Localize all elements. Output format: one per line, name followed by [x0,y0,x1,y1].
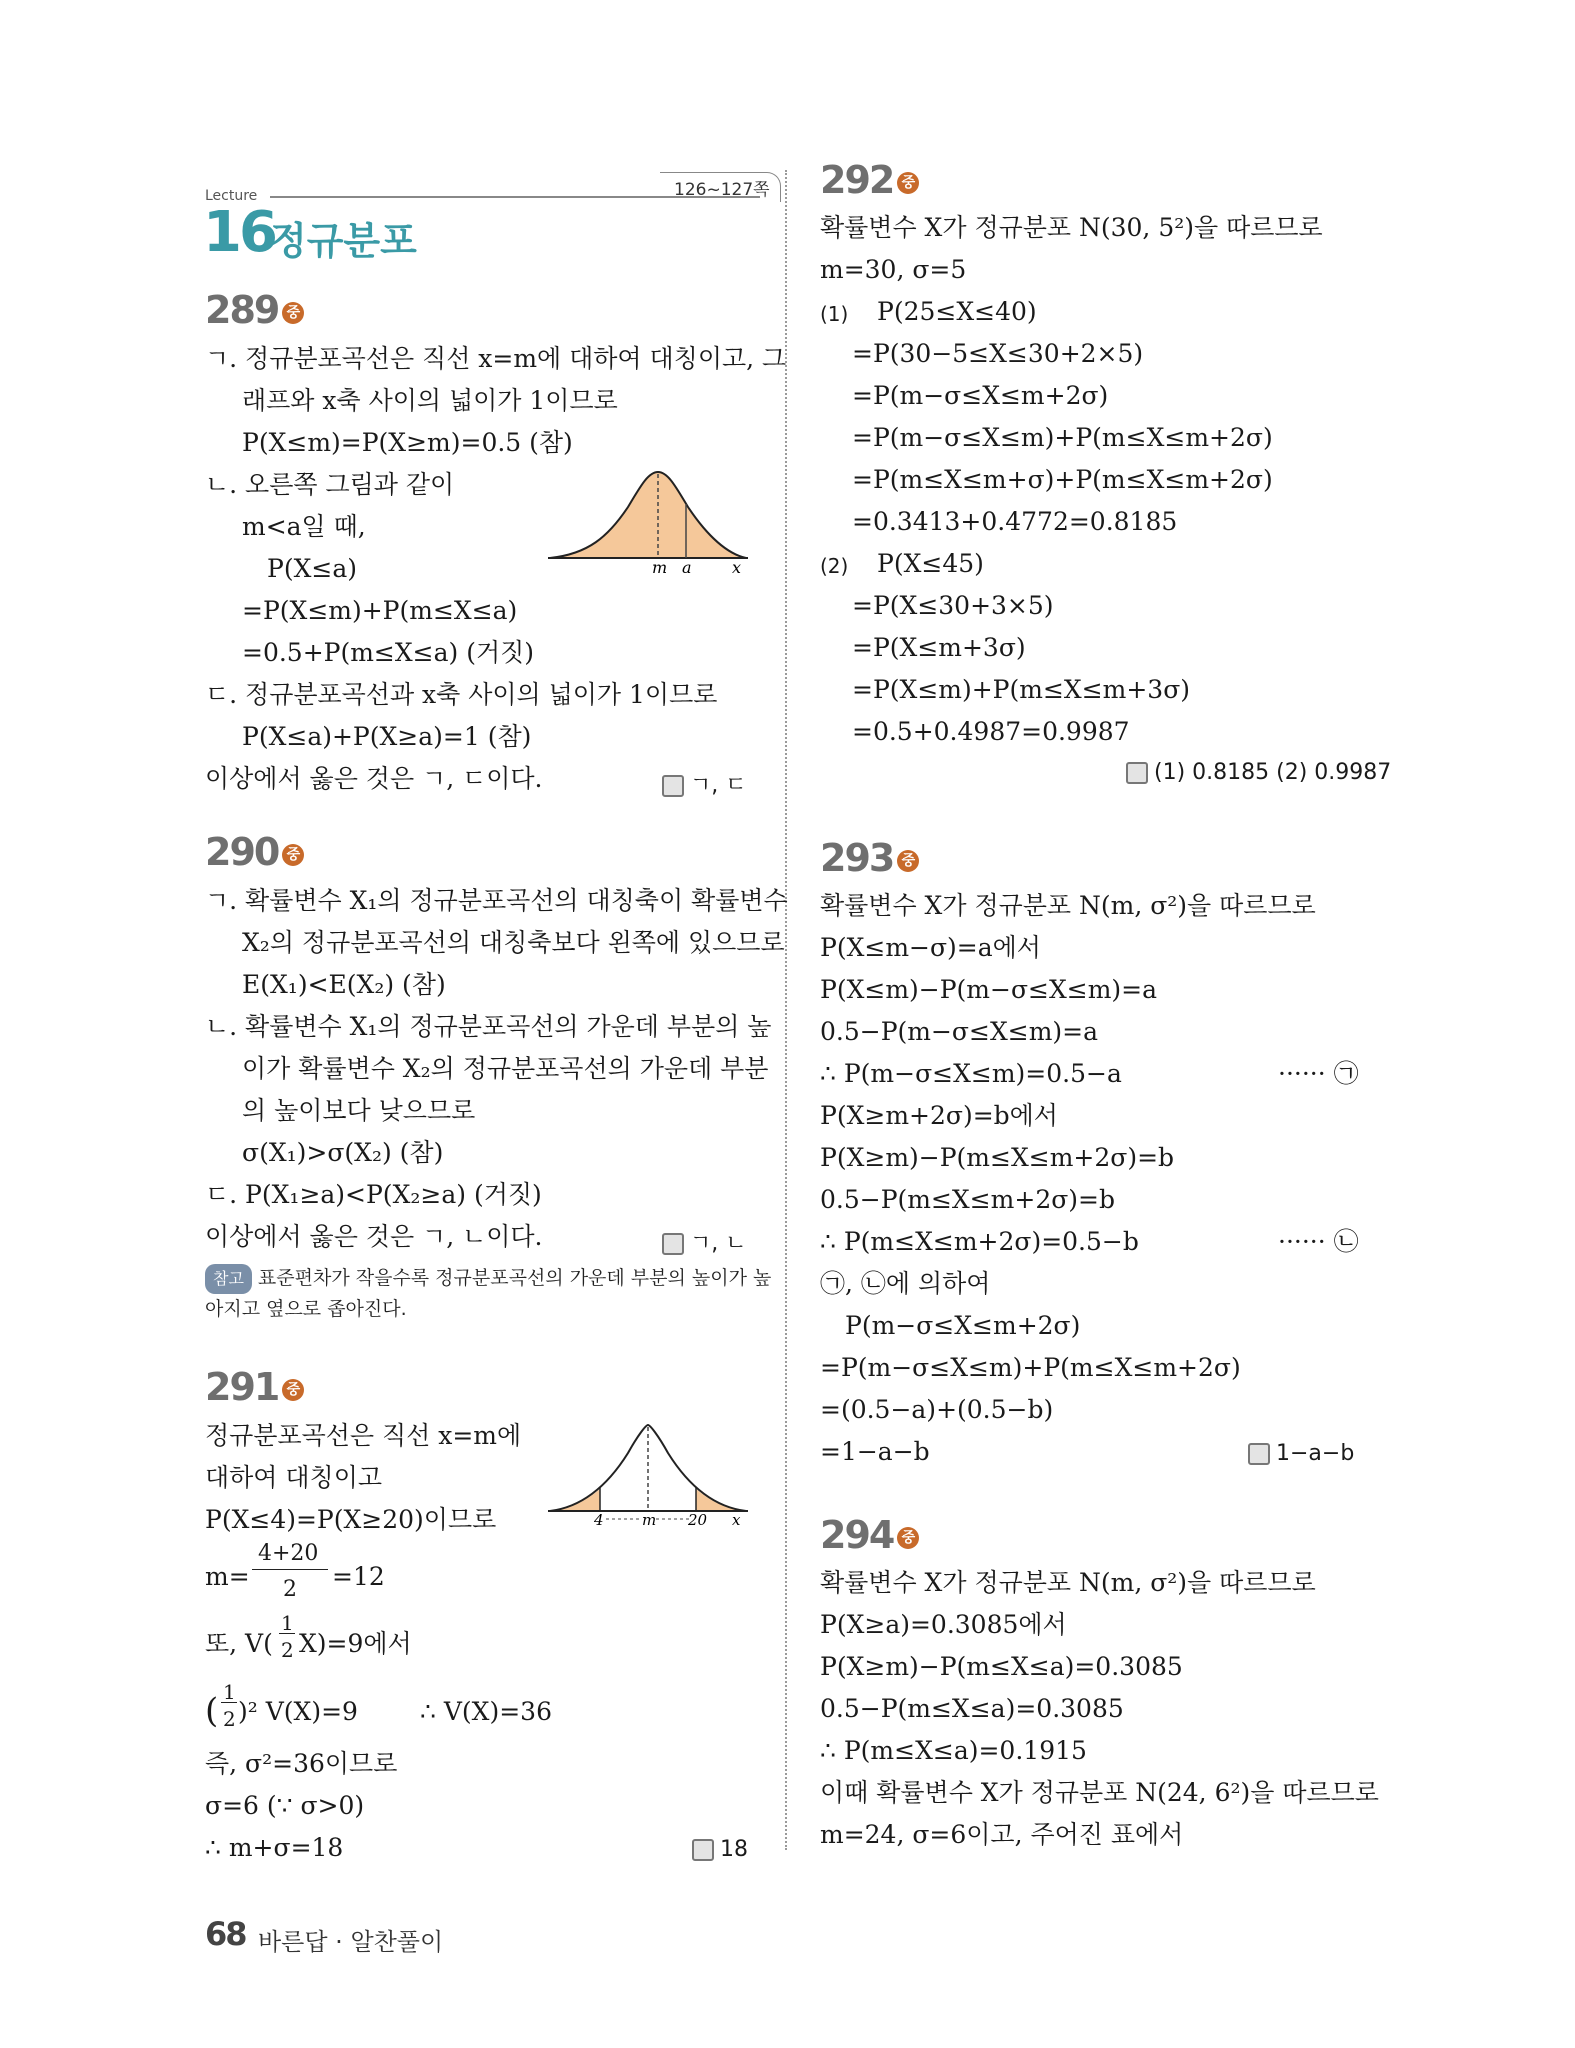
text-line: =P(30−5≤X≤30+2×5) [852,339,1144,368]
difficulty-badge: 중 [897,850,919,872]
text-line: ㄱ. 정규분포곡선은 직선 x=m에 대하여 대칭이고, 그 [205,344,787,373]
text-line: 이상에서 옳은 것은 ㄱ, ㄴ이다. [205,1222,543,1251]
text-line: P(25≤X≤40) [877,297,1037,326]
answer-text: ㄱ, ㄷ [690,773,747,798]
numerator: 4+20 [258,1541,319,1566]
text-line: =P(X≤m)+P(m≤X≤a) [242,596,518,625]
footer-text: 바른답 · 알찬풀이 [258,1928,444,1956]
difficulty-badge: 중 [897,1527,919,1549]
graph-area [548,472,748,558]
text-line: P(X≤4)=P(X≥20)이므로 [205,1505,497,1534]
text-line: P(X≥m)−P(m≤X≤a)=0.3085 [820,1652,1183,1681]
label-m: m [642,1511,657,1527]
answer-text: ㄱ, ㄴ [690,1231,747,1256]
text-line: =P(X≤30+3×5) [852,591,1054,620]
answer [692,1837,748,1862]
text-line: 이가 확률변수 X₂의 정규분포곡선의 가운데 부분 [242,1054,769,1083]
problem-293-number: 293 [820,836,894,880]
label-x: x [732,1511,741,1527]
text-line: =1−a−b [820,1437,930,1466]
label-20: 20 [688,1511,708,1527]
part-label: (2) [820,554,849,578]
text-line: 의 높이보다 낮으므로 [242,1096,476,1125]
text-also: 또, V( [205,1629,273,1658]
normal-curve-graph-291 [548,1415,748,1527]
text-calc: )² V(X)=9 [238,1697,358,1726]
fraction-bar [252,1569,328,1570]
problem-number [820,158,919,202]
text-line: P(X≤m)−P(m−σ≤X≤m)=a [820,975,1158,1004]
answer [1248,1441,1354,1466]
difficulty-badge: 중 [282,302,304,324]
answer [662,768,747,799]
text-line: ∴ P(m≤X≤a)=0.1915 [820,1736,1087,1765]
text-line: 대하여 대칭이고 [205,1463,382,1492]
problem-289-number: 289 [205,288,279,332]
problem-290-number: 290 [205,830,279,874]
difficulty-badge: 중 [282,1379,304,1401]
text-line: P(X≤a) [267,554,357,583]
text-line: ∴ m+σ=18 [205,1833,344,1862]
note-line: 아지고 옆으로 좁아진다. [205,1298,407,1320]
text-line: =P(X≤m+3σ) [852,633,1026,662]
marker-1-symbol: ㉠ [1333,1059,1359,1088]
text-line: =P(m≤X≤m+σ)+P(m≤X≤m+2σ) [852,465,1273,494]
problem-number [205,288,304,332]
text-line: m=24, σ=6이고, 주어진 표에서 [820,1820,1184,1849]
column-divider [785,170,787,1850]
label-x: x [732,558,742,574]
lecture-label: Lecture [205,188,258,204]
answer-icon [662,775,684,797]
problem-number [820,1513,919,1557]
text-line: 이상에서 옳은 것은 ㄱ, ㄷ이다. [205,764,543,793]
difficulty-badge: 중 [282,844,304,866]
text-line: =P(m−σ≤X≤m)+P(m≤X≤m+2σ) [820,1353,1241,1382]
text-line: X₂의 정규분포곡선의 대칭축보다 왼쪽에 있으므로 [242,928,785,957]
marker-2-symbol: ㉡ [1333,1227,1359,1256]
difficulty-badge: 중 [897,172,919,194]
note-tag: 참고 [205,1264,252,1294]
text-line: ㄷ. P(X₁≥a)<P(X₂≥a) (거짓) [205,1180,542,1209]
lecture-title: 정규분포 [270,219,417,263]
paren-open: ( [205,1691,219,1731]
problem-294-number: 294 [820,1513,894,1557]
text-line: 즉, σ²=36이므로 [205,1749,398,1778]
dots: ······ [1278,1227,1326,1256]
label-m: m [652,558,668,574]
answer-text: 18 [720,1837,748,1862]
text-line: m=30, σ=5 [820,255,967,284]
right-tail-area [696,1489,748,1511]
answer-icon [692,1839,714,1861]
numerator: 1 [223,1680,236,1704]
marker-2 [1278,1226,1359,1258]
left-tail-area [548,1489,600,1511]
text-line: =0.5+P(m≤X≤a) (거짓) [242,638,535,667]
problem-number [205,830,304,874]
text-line: 0.5−P(m−σ≤X≤m)=a [820,1017,1099,1046]
note-line: 표준편차가 작을수록 정규분포곡선의 가운데 부분의 높이가 높 [257,1267,772,1289]
text-line: P(m−σ≤X≤m+2σ) [845,1311,1081,1340]
text-line: ㄱ. 확률변수 X₁의 정규분포곡선의 대칭축이 확률변수 [205,886,788,915]
lecture-number: 16 [203,200,275,265]
text-line: =(0.5−a)+(0.5−b) [820,1395,1054,1424]
normal-curve-graph-289 [548,462,748,574]
problem-number [205,1365,304,1409]
text-line: 확률변수 X가 정규분포 N(m, σ²)을 따르므로 [820,891,1316,920]
marker-1 [1278,1058,1359,1090]
page-range: 126~127쪽 [660,172,781,202]
denominator: 2 [223,1707,236,1731]
problem-number [820,836,919,880]
denominator: 2 [283,1577,297,1602]
numerator: 1 [281,1611,294,1635]
text-therefore: ∴ V(X)=36 [420,1697,552,1726]
text-line: 확률변수 X가 정규분포 N(30, 5²)을 따르므로 [820,213,1323,242]
dots: ······ [1278,1059,1326,1088]
text-line: =P(m−σ≤X≤m)+P(m≤X≤m+2σ) [852,423,1273,452]
text-line: ㄷ. 정규분포곡선과 x축 사이의 넓이가 1이므로 [205,680,718,709]
text-line: ㄴ. 오른쪽 그림과 같이 [205,470,455,499]
problem-291-number: 291 [205,1365,279,1409]
text-line: P(X≤a)+P(X≥a)=1 (참) [242,722,532,751]
text-line: E(X₁)<E(X₂) (참) [242,970,446,999]
text-line: 정규분포곡선은 직선 x=m에 [205,1421,522,1450]
text-result: =12 [332,1562,385,1591]
text-line: σ(X₁)>σ(X₂) (참) [242,1138,444,1167]
text-line: =0.3413+0.4772=0.8185 [852,507,1178,536]
answer-text: (1) 0.8185 (2) 0.9987 [1154,760,1392,785]
text-line: ㄴ. 확률변수 X₁의 정규분포곡선의 가운데 부분의 높 [205,1012,772,1041]
label-a: a [682,558,692,574]
text-line: 0.5−P(m≤X≤m+2σ)=b [820,1185,1116,1214]
text-line: P(X≤m)=P(X≥m)=0.5 (참) [242,428,573,457]
text-line: P(X≥m)−P(m≤X≤m+2σ)=b [820,1143,1175,1172]
text-m: m= [205,1562,250,1591]
text-line: 확률변수 X가 정규분포 N(m, σ²)을 따르므로 [820,1568,1316,1597]
answer [1126,760,1391,785]
answer-icon [1126,762,1148,784]
text-line: ∴ P(m≤X≤m+2σ)=0.5−b [820,1227,1139,1256]
text-line: 0.5−P(m≤X≤a)=0.3085 [820,1694,1124,1723]
text-line: ㉠, ㉡에 의하여 [820,1269,991,1298]
text-line: P(X≤45) [877,549,984,578]
answer-text: 1−a−b [1276,1441,1355,1466]
answer [662,1226,747,1257]
text-line: =P(m−σ≤X≤m+2σ) [852,381,1109,410]
text-line: 래프와 x축 사이의 넓이가 1이므로 [242,386,618,415]
text-line: m<a일 때, [242,512,366,541]
text-line: 이때 확률변수 X가 정규분포 N(24, 6²)을 따르므로 [820,1778,1379,1807]
text-line: σ=6 (∵ σ>0) [205,1791,365,1820]
text-line: P(X≥m+2σ)=b에서 [820,1101,1058,1130]
problem-292-number: 292 [820,158,894,202]
answer-icon [662,1233,684,1255]
text-line: P(X≥a)=0.3085에서 [820,1610,1067,1639]
denominator: 2 [281,1638,294,1662]
text-line: =0.5+0.4987=0.9987 [852,717,1130,746]
text-line: ∴ P(m−σ≤X≤m)=0.5−a [820,1059,1122,1088]
answer-icon [1248,1443,1270,1465]
part-label: (1) [820,302,849,326]
label-4: 4 [594,1511,604,1527]
text-line: =P(X≤m)+P(m≤X≤m+3σ) [852,675,1191,704]
reference-note [205,1263,771,1324]
text-line: P(X≤m−σ)=a에서 [820,933,1041,962]
page-number: 68 [205,1915,246,1953]
text-var: X)=9에서 [299,1629,412,1658]
